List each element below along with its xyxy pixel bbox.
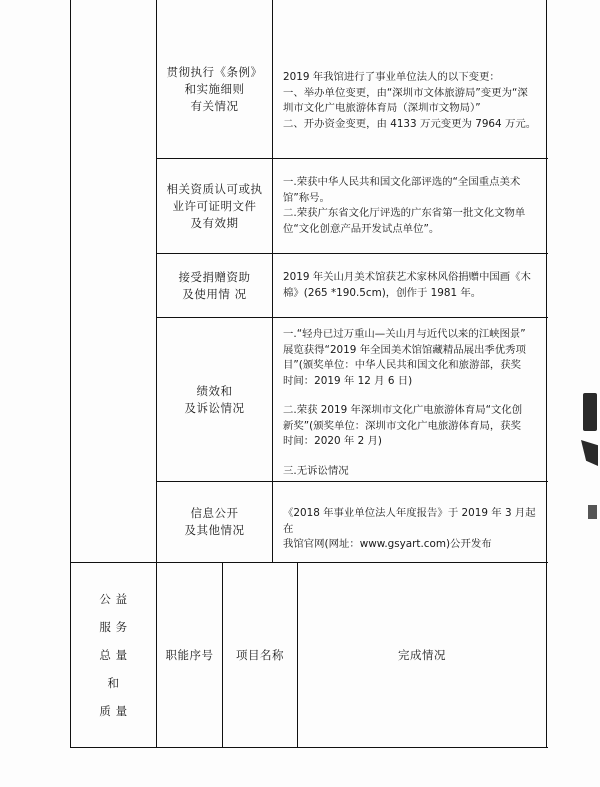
side-label-line: 总 量	[99, 648, 128, 662]
header-text: 项目名称	[236, 648, 284, 662]
content-line: 馆”称号。	[283, 191, 330, 204]
row-label-text: 相关资质认可或执 业许可证明文件 及有效期	[166, 181, 263, 230]
content-line: 《2018 年事业单位法人年度报告》于 2019 年 3 月起在	[283, 507, 536, 535]
content-line: 三.无诉讼情况	[283, 464, 349, 477]
content-line: 二.荣获广东省文化厅评选的广东省第一批文化文物单	[283, 207, 526, 219]
content-line: 位“文化创意产品开发试点单位”。	[283, 222, 440, 235]
content-line: 我馆官网(网址：www.gsyart.com)公开发布	[283, 538, 492, 550]
row-label-text: 绩效和 及诉讼情况	[184, 383, 245, 415]
content-line: 一.“轻舟已过万重山—关山月与近代以来的江峡图景”	[283, 328, 526, 340]
content-line: 一、举办单位变更，由“深圳市文体旅游局”变更为“深	[283, 86, 528, 99]
header-project-name	[223, 563, 297, 747]
row-label-regulations	[157, 0, 272, 158]
row-content-qualifications	[273, 175, 546, 237]
row-content-donations	[273, 270, 546, 301]
side-label-line: 公 益	[99, 592, 128, 606]
row-content-regulations	[273, 70, 546, 132]
row-content-disclosure	[273, 506, 546, 553]
content-line: 展览获得“2019 年全国美术馆馆藏精品展出季优秀项	[283, 343, 526, 356]
row-label-qualifications	[157, 159, 272, 253]
row-content-performance	[273, 327, 546, 479]
content-line: 2019 年关山月美术馆获艺术家林风俗捐赠中国画《木	[283, 271, 531, 283]
row-label-text: 信息公开 及其他情况	[184, 506, 245, 537]
row-label-disclosure	[157, 482, 272, 562]
scan-edge-mark	[583, 393, 597, 431]
row-label-text: 贯彻执行《条例》 和实施细则 有关情况	[166, 64, 263, 113]
side-label-line: 质 量	[99, 704, 128, 718]
scan-edge-mark	[581, 440, 598, 466]
content-line: 棉》(265 *190.5cm)，创作于 1981 年。	[283, 286, 482, 299]
table-border-right	[546, 0, 547, 748]
header-text: 完成情况	[398, 648, 446, 662]
row-label-performance	[157, 318, 272, 481]
scan-edge-mark	[588, 505, 597, 519]
header-text: 职能序号	[165, 648, 214, 662]
content-line: 二.荣获 2019 年深圳市文化广电旅游体育局“文化创	[283, 404, 523, 416]
content-line: 时间：2020 年 2 月)	[283, 435, 382, 447]
content-line: 时间：2019 年 12 月 6 日)	[283, 374, 413, 387]
side-label-line: 和	[107, 676, 120, 690]
content-line: 圳市文化广电旅游体育局（深圳市文物局）”	[283, 102, 481, 114]
public-service-side-label	[71, 563, 156, 747]
content-line: 新奖”(颁奖单位：深圳市文化广电旅游体育局，获奖	[283, 419, 522, 432]
content-line: 一.荣获中华人民共和国文化部评选的“全国重点美术	[283, 176, 521, 188]
side-label-line: 服 务	[99, 620, 128, 634]
header-function-number	[157, 563, 222, 747]
header-completion-status	[298, 563, 546, 747]
row-label-text: 接受捐赠资助 及使用情 况	[178, 269, 251, 301]
content-line: 2019 年我馆进行了事业单位法人的以下变更：	[283, 71, 500, 83]
content-line: 目”(颁奖单位：中华人民共和国文化和旅游部，获奖	[283, 359, 522, 371]
table-border-bottom	[70, 747, 548, 748]
row-label-donations	[157, 254, 272, 317]
content-line: 二、开办资金变更，由 4133 万元变更为 7964 万元。	[283, 117, 537, 130]
